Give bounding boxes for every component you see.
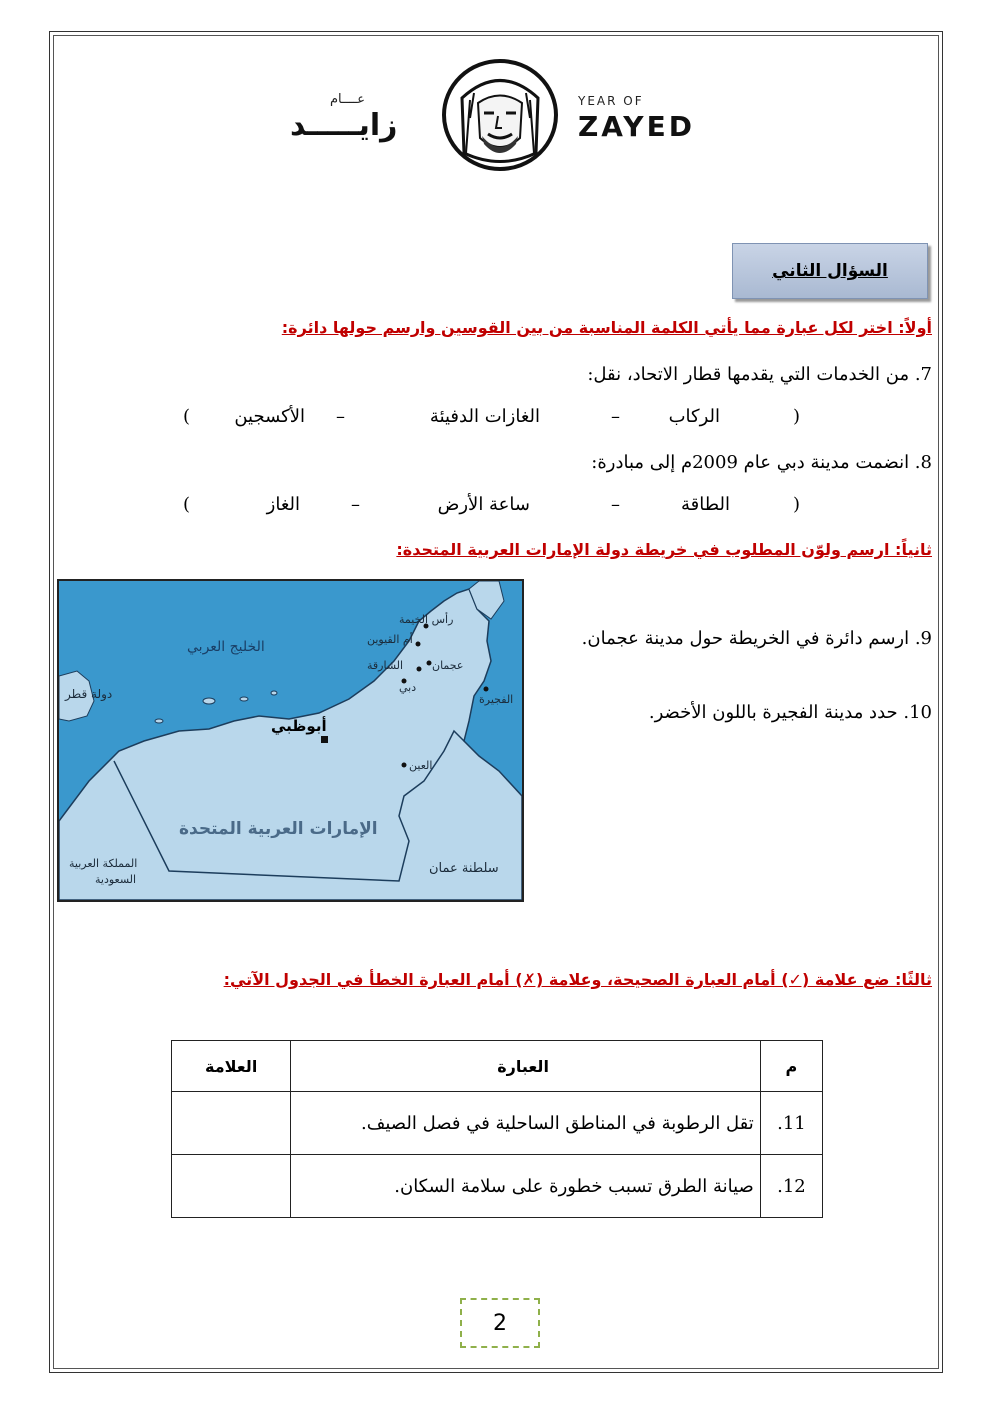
zayed-portrait-icon [440, 58, 560, 173]
map-label-qatar: دولة قطر [65, 687, 113, 701]
map-label-sharjah: الشارقة [367, 659, 404, 672]
question-7-options [180, 406, 830, 436]
question-7: 7. من الخدمات التي يقدمها قطار الاتحاد، نقل: [587, 364, 932, 385]
q7-open-paren: ( [792, 406, 800, 427]
header-num: م [760, 1041, 822, 1092]
logo-english-small: YEAR OF [578, 94, 644, 108]
uae-map[interactable] [57, 579, 524, 902]
map-label-oman: سلطنة عمان [429, 861, 499, 876]
header-mark: العلامة [172, 1041, 291, 1092]
row-mark-cell[interactable] [172, 1155, 291, 1218]
map-label-gulf: الخليج العربي [187, 639, 265, 655]
q8-dash-1: – [611, 494, 620, 515]
q7-option-1[interactable]: الركاب [668, 406, 720, 427]
question-8-options [180, 494, 830, 524]
row-mark-cell[interactable] [172, 1092, 291, 1155]
map-label-fujairah: الفجيرة [479, 693, 514, 706]
question-8: 8. انضمت مدينة دبي عام 2009م إلى مبادرة: [591, 452, 932, 473]
map-label-dubai: دبي [399, 681, 417, 694]
q8-dash-2: – [351, 494, 360, 515]
section1-heading: أولاً: اختر لكل عبارة مما يأتي الكلمة المناسبة من بين القوسين وارسم حولها دائرة: [281, 318, 932, 337]
true-false-table [171, 1040, 823, 1218]
page-number: 2 [493, 1310, 507, 1336]
row-statement: صيانة الطرق تسبب خطورة على سلامة السكان. [291, 1155, 760, 1218]
q8-option-1[interactable]: الطاقة [681, 494, 730, 515]
q8-close-paren: ) [182, 494, 190, 515]
q7-option-2[interactable]: الغازات الدفيئة [429, 406, 540, 427]
logo-arabic-small: عــــام [330, 92, 366, 107]
map-label-saudi-2: السعودية [95, 873, 137, 886]
map-label-rak: رأس الخيمة [399, 613, 454, 626]
map-label-saudi-1: المملكة العربية [69, 857, 138, 870]
row-num: 12. [760, 1155, 822, 1218]
section2-heading: ثانياً: ارسم ولوّن المطلوب في خريطة دولة الإمارات العربية المتحدة: [396, 540, 932, 559]
map-label-uae: الإمارات العربية المتحدة [179, 819, 378, 839]
map-label-ajman: عجمان [432, 659, 464, 672]
logo-arabic-big: زايـــــد [290, 108, 398, 143]
q8-option-2[interactable]: ساعة الأرض [437, 494, 530, 515]
question-title: السؤال الثاني [772, 261, 888, 281]
row-num: 11. [760, 1092, 822, 1155]
row-statement: تقل الرطوبة في المناطق الساحلية في فصل الصيف. [291, 1092, 760, 1155]
q8-open-paren: ( [792, 494, 800, 515]
header-statement: العبارة [291, 1041, 760, 1092]
table-row [172, 1155, 823, 1218]
section3-heading: ثالثًا: ضع علامة (✓) أمام العبارة الصحيحة، وعلامة (✗) أمام العبارة الخطأ في الجدول الآتي: [223, 970, 932, 989]
map-label-abudhabi: أبوظبي [271, 717, 327, 735]
q7-close-paren: ) [182, 406, 190, 427]
question-10: 10. حدد مدينة الفجيرة باللون الأخضر. [648, 702, 932, 723]
map-label-uaq: أم القيوين [367, 633, 413, 646]
q7-dash-1: – [611, 406, 620, 427]
question-title-box [732, 243, 928, 299]
logo-english-big: ZAYED [578, 110, 695, 143]
question-9: 9. ارسم دائرة في الخريطة حول مدينة عجمان. [581, 628, 932, 649]
q8-option-3[interactable]: الغاز [266, 494, 300, 515]
page-number-box [460, 1298, 540, 1348]
q7-option-3[interactable]: الأكسجين [234, 406, 305, 427]
q7-dash-2: – [336, 406, 345, 427]
table-header-row [172, 1041, 823, 1092]
map-label-alain: العين [409, 759, 433, 772]
uae-map-shapes [59, 581, 522, 900]
table-row [172, 1092, 823, 1155]
